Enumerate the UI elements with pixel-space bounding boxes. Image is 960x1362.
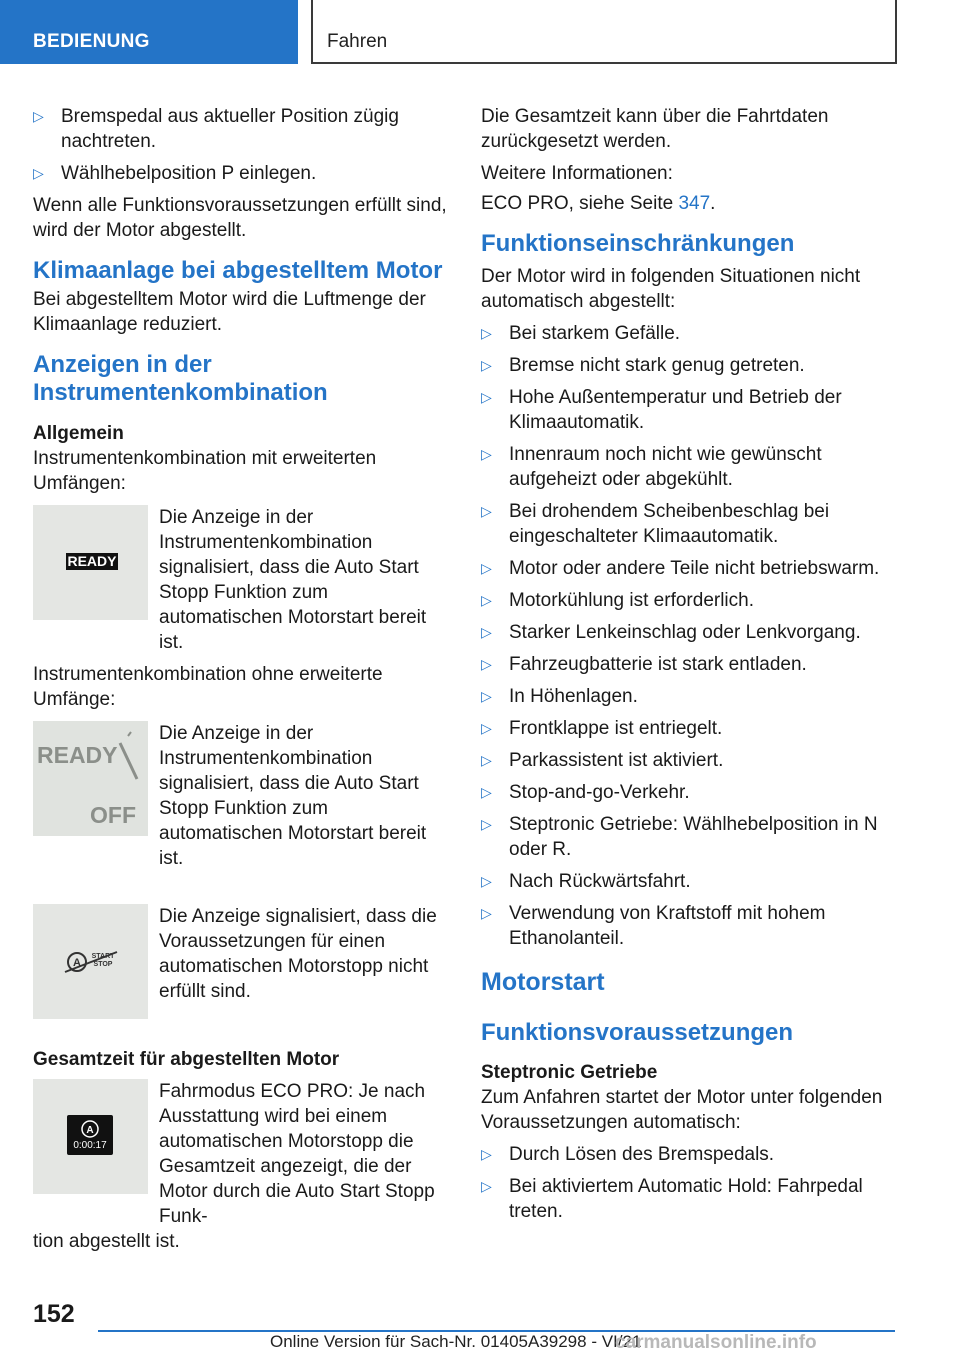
list-item bbox=[481, 1142, 895, 1167]
start-stop-crossed-image bbox=[33, 904, 148, 1019]
triangle-bullet-icon: ▷ bbox=[481, 592, 492, 608]
start-conditions-list bbox=[481, 1142, 895, 1224]
section-heading: Funktionsvoraussetzungen bbox=[481, 1019, 794, 1046]
triangle-bullet-icon: ▷ bbox=[481, 325, 492, 341]
list-item bbox=[481, 812, 895, 862]
paragraph: Bei abgestelltem Motor wird die Luftmenge der Klimaanlage reduziert. bbox=[33, 289, 426, 335]
triangle-bullet-icon: ▷ bbox=[481, 389, 492, 405]
triangle-bullet-icon: ▷ bbox=[481, 752, 492, 768]
list-item bbox=[481, 385, 895, 435]
list-item bbox=[33, 161, 447, 186]
list-item-text: Nach Rückwärtsfahrt. bbox=[509, 871, 691, 892]
triangle-bullet-icon: ▷ bbox=[481, 873, 492, 889]
list-item bbox=[33, 104, 447, 154]
footer-online-version: Online Version für Sach-Nr. 01405A39298 - VI/21 bbox=[270, 1332, 642, 1351]
list-item bbox=[481, 780, 895, 805]
off-gauge-label: OFF bbox=[90, 802, 136, 828]
list-item-text: Bei aktiviertem Automatic Hold: Fahrpedal treten. bbox=[509, 1176, 863, 1222]
triangle-bullet-icon: ▷ bbox=[481, 560, 492, 576]
paragraph: Wenn alle Funktionsvoraussetzungen erfüllt sind, wird der Motor abgestellt. bbox=[33, 195, 447, 241]
page-link[interactable]: 347 bbox=[678, 193, 711, 214]
list-item bbox=[481, 901, 895, 951]
subsection-heading: Allgemein bbox=[33, 423, 124, 444]
list-item bbox=[481, 684, 895, 709]
triangle-bullet-icon: ▷ bbox=[481, 656, 492, 672]
list-item-text: Bremspedal aus aktueller Position zügig nachtreten. bbox=[61, 106, 399, 152]
list-item-text: Bei starkem Gefälle. bbox=[509, 323, 681, 344]
triangle-bullet-icon: ▷ bbox=[481, 446, 492, 462]
figure-total-time bbox=[33, 1079, 447, 1229]
triangle-bullet-icon: ▷ bbox=[481, 1178, 492, 1194]
list-item-text: Verwendung von Kraftstoff mit hohem Ethanolanteil. bbox=[509, 903, 826, 949]
subsection-heading: Gesamtzeit für abgestellten Motor bbox=[33, 1049, 340, 1070]
limitations-list bbox=[481, 321, 895, 951]
triangle-bullet-icon: ▷ bbox=[33, 108, 44, 124]
list-item bbox=[481, 869, 895, 894]
list-item bbox=[481, 588, 895, 613]
svg-text:A: A bbox=[86, 1125, 94, 1136]
triangle-bullet-icon: ▷ bbox=[481, 503, 492, 519]
list-item-text: Innenraum noch nicht wie gewünscht aufgeheizt oder abgekühlt. bbox=[509, 444, 822, 490]
list-item bbox=[481, 1174, 895, 1224]
list-item bbox=[481, 716, 895, 741]
cross-reference bbox=[481, 191, 895, 216]
time-readout: 0:00:17 bbox=[73, 1140, 107, 1151]
paragraph: Instrumentenkombination ohne erweiterte Umfänge: bbox=[33, 664, 383, 710]
figure-ready-off bbox=[33, 721, 447, 871]
list-item bbox=[481, 321, 895, 346]
paragraph: Die Gesamtzeit kann über die Fahrtdaten zurückgesetzt werden. bbox=[481, 106, 829, 152]
section-heading: Klimaanlage bei abgestelltem Motor bbox=[33, 257, 443, 284]
list-item-text: In Höhenlagen. bbox=[509, 686, 638, 707]
watermark: carmanualsonline.info bbox=[615, 1332, 817, 1353]
figure-ready bbox=[33, 505, 447, 655]
chapter-title: Fahren bbox=[327, 31, 388, 52]
subsection-heading: Steptronic Getriebe bbox=[481, 1062, 658, 1083]
auto-start-stop-icon bbox=[33, 1079, 148, 1194]
figure-caption: Die Anzeige signalisiert, dass die Voraussetzungen für einen automatischen Motorstopp nicht erfüllt sind. bbox=[159, 906, 437, 1002]
figure-caption: Die Anzeige in der Instrumentenkombination signalisiert, dass die Auto Start Stopp Funktion zum automatischen Motorstart bereit ist. bbox=[159, 507, 427, 653]
list-item-text: Frontklappe ist entriegelt. bbox=[509, 718, 723, 739]
list-item-text: Wählhebelposition P einlegen. bbox=[61, 163, 317, 184]
list-item-text: Hohe Außentemperatur und Betrieb der Klimaautomatik. bbox=[509, 387, 842, 433]
section-heading: Anzeigen in der Instrumentenkombination bbox=[33, 351, 328, 406]
total-time-image bbox=[33, 1079, 148, 1194]
list-item-text: Motorkühlung ist erforderlich. bbox=[509, 590, 754, 611]
list-item-text: Durch Lösen des Bremspedals. bbox=[509, 1144, 775, 1165]
left-column bbox=[33, 104, 447, 1254]
triangle-bullet-icon: ▷ bbox=[481, 688, 492, 704]
figure-caption-continued: tion abgestellt ist. bbox=[33, 1231, 180, 1252]
triangle-bullet-icon: ▷ bbox=[33, 165, 44, 181]
ready-indicator-image bbox=[33, 505, 148, 620]
chapter-header bbox=[311, 0, 897, 64]
svg-text:A: A bbox=[73, 957, 81, 969]
list-item-text: Steptronic Getriebe: Wählhebelposition in N oder R. bbox=[509, 814, 878, 860]
list-item-text: Parkassistent ist aktiviert. bbox=[509, 750, 724, 771]
section-tab-label: BEDIENUNG bbox=[33, 31, 150, 52]
list-item bbox=[481, 748, 895, 773]
triangle-bullet-icon: ▷ bbox=[481, 905, 492, 921]
paragraph: Zum Anfahren startet der Motor unter folgenden Voraussetzungen automatisch: bbox=[481, 1087, 883, 1133]
list-item bbox=[481, 442, 895, 492]
section-heading: Motorstart bbox=[481, 968, 605, 996]
list-item-text: Bei drohendem Scheibenbeschlag bei eingeschalteter Klimaautomatik. bbox=[509, 501, 830, 547]
ready-off-gauge-image bbox=[33, 721, 148, 836]
cross-reference-text: ECO PRO, siehe Seite bbox=[481, 193, 679, 214]
triangle-bullet-icon: ▷ bbox=[481, 624, 492, 640]
section-tab bbox=[0, 0, 298, 64]
triangle-bullet-icon: ▷ bbox=[481, 784, 492, 800]
paragraph: Instrumentenkombination mit erweiterten Umfängen: bbox=[33, 448, 377, 494]
list-item bbox=[481, 620, 895, 645]
list-item bbox=[481, 353, 895, 378]
gauge-needle-icon bbox=[33, 721, 148, 836]
ready-label: READY bbox=[67, 553, 117, 569]
figure-caption: Fahrmodus ECO PRO: Je nach Ausstattung wird bei einem automatischen Motorstopp die Gesamtzeit angezeigt, die der Motor durch die Auto Start Stopp Funk- bbox=[159, 1081, 435, 1227]
page-number: 152 bbox=[33, 1300, 75, 1328]
list-item-text: Starker Lenkeinschlag oder Lenkvorgang. bbox=[509, 622, 861, 643]
start-stop-label: START STOP bbox=[91, 953, 115, 968]
triangle-bullet-icon: ▷ bbox=[481, 816, 492, 832]
paragraph: Der Motor wird in folgenden Situationen nicht automatisch abgestellt: bbox=[481, 266, 861, 312]
triangle-bullet-icon: ▷ bbox=[481, 357, 492, 373]
triangle-bullet-icon: ▷ bbox=[481, 1146, 492, 1162]
list-item-text: Fahrzeugbatterie ist stark entladen. bbox=[509, 654, 807, 675]
figure-caption: Die Anzeige in der Instrumentenkombination signalisiert, dass die Auto Start Stopp Funktion zum automatischen Motorstart bereit ist. bbox=[159, 723, 427, 869]
right-column bbox=[481, 104, 895, 1231]
section-heading: Funktionseinschränkungen bbox=[481, 230, 795, 257]
list-item-text: Bremse nicht stark genug getreten. bbox=[509, 355, 805, 376]
list-item bbox=[481, 499, 895, 549]
cross-reference-suffix: . bbox=[710, 193, 716, 214]
paragraph: Weitere Informationen: bbox=[481, 163, 673, 184]
list-item-text: Motor oder andere Teile nicht betriebswarm. bbox=[509, 558, 880, 579]
list-item bbox=[481, 652, 895, 677]
triangle-bullet-icon: ▷ bbox=[481, 720, 492, 736]
list-item-text: Stop-and-go-Verkehr. bbox=[509, 782, 690, 803]
figure-start-stop bbox=[33, 904, 447, 1019]
list-item bbox=[481, 556, 895, 581]
ready-gauge-label: READY bbox=[37, 742, 118, 768]
